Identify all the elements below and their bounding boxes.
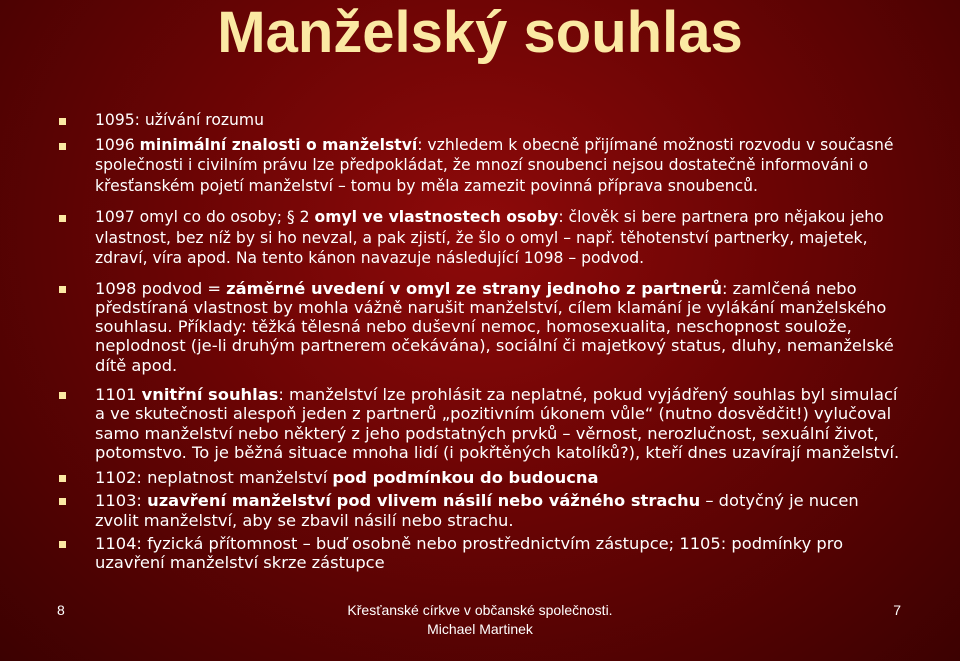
square-bullet-icon	[59, 143, 66, 150]
list-item-1095	[55, 110, 905, 131]
item-text: 1096	[95, 135, 140, 154]
footer-author: Michael Martinek	[427, 621, 533, 637]
item-text: – dotyčný je nucen zvolit manželství, aby se zbavil násilí nebo strachu.	[95, 491, 859, 530]
item-text: 1102: neplatnost manželství	[95, 468, 333, 488]
item-text: : zamlčená nebo předstíraná vlastnost by mohla vážně narušit manželství, cílem klamání je vylákání manželského souhlasu. Příklady: těžká tělesná nebo duševní nemoc, homosexualita, neschopnost soulože, neplodnost (je-li druhým partnerem očekávána), sociální či majetkový status, dluhy, nemanželské dítě apod.	[95, 278, 894, 375]
list-item-1097	[55, 207, 905, 269]
item-emphasis: záměrné uvedení v omyl ze strany jednoho z partnerů	[226, 278, 722, 298]
footer-course-title: Křesťanské církve v občanské společnosti.	[347, 602, 613, 618]
item-text: : člověk si bere partnera pro nějakou jeho vlastnost, bez níž by si ho nevzal, a pak zjistí, že šlo o omyl – např. těhotenství partnerky, majetek, zdraví, víra apod. Na tento kánon navazuje následující 1098 – podvod.	[95, 208, 884, 267]
item-text: 1104: fyzická přítomnost – buď osobně nebo prostřednictvím zástupce; 1105: podmínky pro uzavření manželství skrze zástupce	[95, 534, 844, 573]
footer-page-number: 7	[893, 602, 901, 618]
square-bullet-icon	[59, 498, 66, 505]
bullet-list	[55, 110, 905, 573]
item-emphasis: pod podmínkou do budoucna	[332, 468, 599, 488]
item-text: 1095: užívání rozumu	[95, 111, 265, 129]
item-text: : vzhledem k obecně přijímané možnosti rozvodu v současné společnosti i civilním právu lze předpokládat, že mnozí snoubenci nejsou dostatečně informováni o křesťanském pojetí manželství – tomu by měla zamezit povinná příprava snoubenců.	[95, 135, 894, 195]
list-item-1101	[55, 385, 905, 462]
item-emphasis: omyl ve vlastnostech osoby	[314, 208, 559, 226]
item-text: 1098 podvod =	[95, 278, 227, 298]
item-emphasis: minimální znalosti o manželství	[139, 135, 418, 154]
square-bullet-icon	[59, 215, 66, 222]
square-bullet-icon	[59, 392, 66, 399]
item-emphasis: vnitřní souhlas	[141, 384, 279, 404]
square-bullet-icon	[59, 475, 66, 482]
square-bullet-icon	[59, 118, 66, 125]
list-item-1096	[55, 135, 905, 197]
footer-left-number: 8	[57, 602, 65, 618]
slide-title: Manželský souhlas	[217, 0, 743, 65]
footer-center	[0, 601, 960, 639]
item-emphasis: uzavření manželství pod vlivem násilí nebo vážného strachu	[147, 491, 701, 511]
item-text: 1101	[95, 384, 142, 404]
list-item-1104	[55, 534, 905, 573]
item-text: 1103:	[95, 491, 148, 511]
item-text: : manželství lze prohlásit za neplatné, pokud vyjádřený souhlas byl simulací a ve skutečnosti alespoň jeden z partnerů „pozitivním úkonem vůle“ (nutno dosvědčit!) vylučoval samo manželství nebo některý z jeho podstatných prvků – věrnost, nerozlučnost, sexuální život, potomstvo. To je běžná situace mnoha lidí (i pokřtěných katolíků?), kteří dnes uzavírají manželství.	[95, 384, 900, 462]
list-item-1102	[55, 468, 905, 487]
list-item-1098	[55, 279, 905, 375]
square-bullet-icon	[59, 541, 66, 548]
item-text: 1097 omyl co do osoby; § 2	[95, 208, 315, 226]
list-item-1103	[55, 491, 905, 530]
square-bullet-icon	[59, 286, 66, 293]
